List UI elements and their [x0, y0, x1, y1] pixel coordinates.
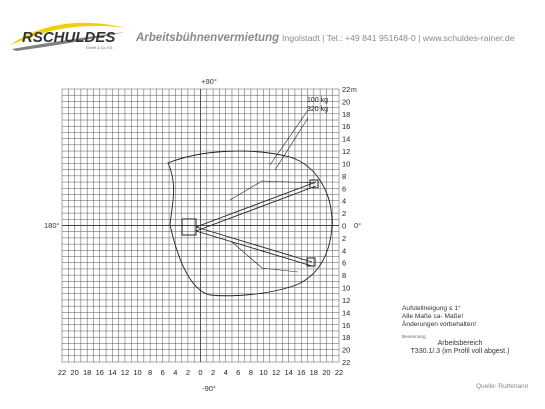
y-tick-label: 18 — [342, 333, 351, 343]
vehicle-base — [182, 219, 196, 235]
x-tick-label: 22 — [57, 368, 67, 377]
source-credit: Quelle: Ruthmann — [476, 383, 529, 390]
note-changes: Änderungen vorbehalten! — [402, 321, 477, 329]
y-tick-label: 16 — [342, 122, 351, 132]
angle-label-top: +90° — [201, 77, 217, 86]
boom-lower — [196, 227, 312, 266]
boom-upper — [196, 182, 316, 231]
logo-text: RSCHULDES — [22, 29, 116, 46]
x-tick-label: 22 — [334, 368, 344, 377]
x-tick-label: 14 — [108, 368, 117, 377]
y-tick-label: 14 — [342, 134, 351, 144]
note-inclination: Aufstellneigung ≤ 1° — [402, 305, 461, 312]
y-tick-label: 4 — [342, 196, 347, 206]
x-tick-label: 4 — [173, 368, 178, 377]
x-tick-label: 10 — [133, 368, 142, 377]
x-tick-label: 14 — [284, 368, 293, 377]
x-tick-label: 20 — [70, 368, 79, 377]
x-tick-label: 2 — [211, 368, 216, 377]
x-tick-label: 10 — [259, 368, 268, 377]
y-tick-label: 2 — [342, 233, 347, 243]
y-tick-label: 6 — [342, 184, 347, 194]
company-logo — [8, 18, 128, 54]
y-tick-label: 12 — [342, 295, 351, 305]
x-tick-label: 12 — [120, 368, 130, 377]
contact-info: Ingolstadt | Tel.: +49 841 951648-0 | www.schuldes-rainer.de — [282, 33, 515, 43]
logo-subtext: GmbH & Co. KG — [86, 46, 113, 50]
y-tick-label: 16 — [342, 320, 351, 330]
y-tick-label: 12 — [342, 147, 351, 157]
angle-label-right: 0° — [354, 221, 362, 230]
y-tick-label: 20 — [342, 97, 351, 107]
note-label-small: Benennung — [402, 333, 426, 339]
y-tick-label: 18 — [342, 109, 351, 119]
x-tick-label: 16 — [95, 368, 104, 377]
x-tick-label: 12 — [271, 368, 281, 377]
x-tick-label: 18 — [309, 368, 318, 377]
x-tick-label: 0 — [198, 368, 203, 377]
header — [0, 0, 545, 58]
x-tick-label: 8 — [148, 368, 153, 377]
x-tick-label: 18 — [83, 368, 92, 377]
unit-label: m — [351, 87, 357, 94]
y-tick-label: 8 — [342, 171, 347, 181]
y-tick-label: 6 — [342, 258, 347, 268]
angle-label-bottom: -90° — [202, 384, 216, 393]
y-tick-label: 22 — [342, 85, 351, 94]
x-tick-label: 6 — [160, 368, 165, 377]
load-label-100kg: 100 kg — [307, 97, 329, 104]
y-axis-labels — [342, 85, 350, 367]
x-tick-label: 4 — [223, 368, 228, 377]
note-dimensions: Alle Maße ca- Maße! — [402, 313, 464, 321]
y-tick-label: 4 — [342, 246, 347, 256]
y-tick-label: 10 — [342, 283, 351, 293]
tagline: Arbeitsbühnenvermietung — [136, 32, 280, 44]
working-range-title: Arbeitsbereich — [437, 339, 483, 347]
load-label-320kg: 320 kg — [307, 106, 329, 113]
y-tick-label: 0 — [342, 221, 347, 231]
x-tick-label: 20 — [322, 368, 331, 377]
y-tick-label: 10 — [342, 159, 351, 169]
x-tick-label: 8 — [248, 368, 253, 377]
y-tick-label: 22 — [342, 358, 351, 367]
model-name: T330.1/.3 (im Profil voll abgest.) — [410, 347, 510, 355]
x-tick-label: 6 — [236, 368, 241, 377]
x-axis-labels — [58, 368, 343, 377]
x-tick-label: 16 — [297, 368, 306, 377]
angle-label-left: 180° — [44, 221, 60, 230]
notes-block — [402, 305, 518, 356]
y-tick-label: 20 — [342, 345, 351, 355]
y-tick-label: 8 — [342, 271, 347, 281]
y-tick-label: 14 — [342, 308, 351, 318]
x-tick-label: 2 — [185, 368, 190, 377]
leader-line-320kg — [275, 118, 308, 170]
y-tick-label: 2 — [342, 209, 347, 219]
